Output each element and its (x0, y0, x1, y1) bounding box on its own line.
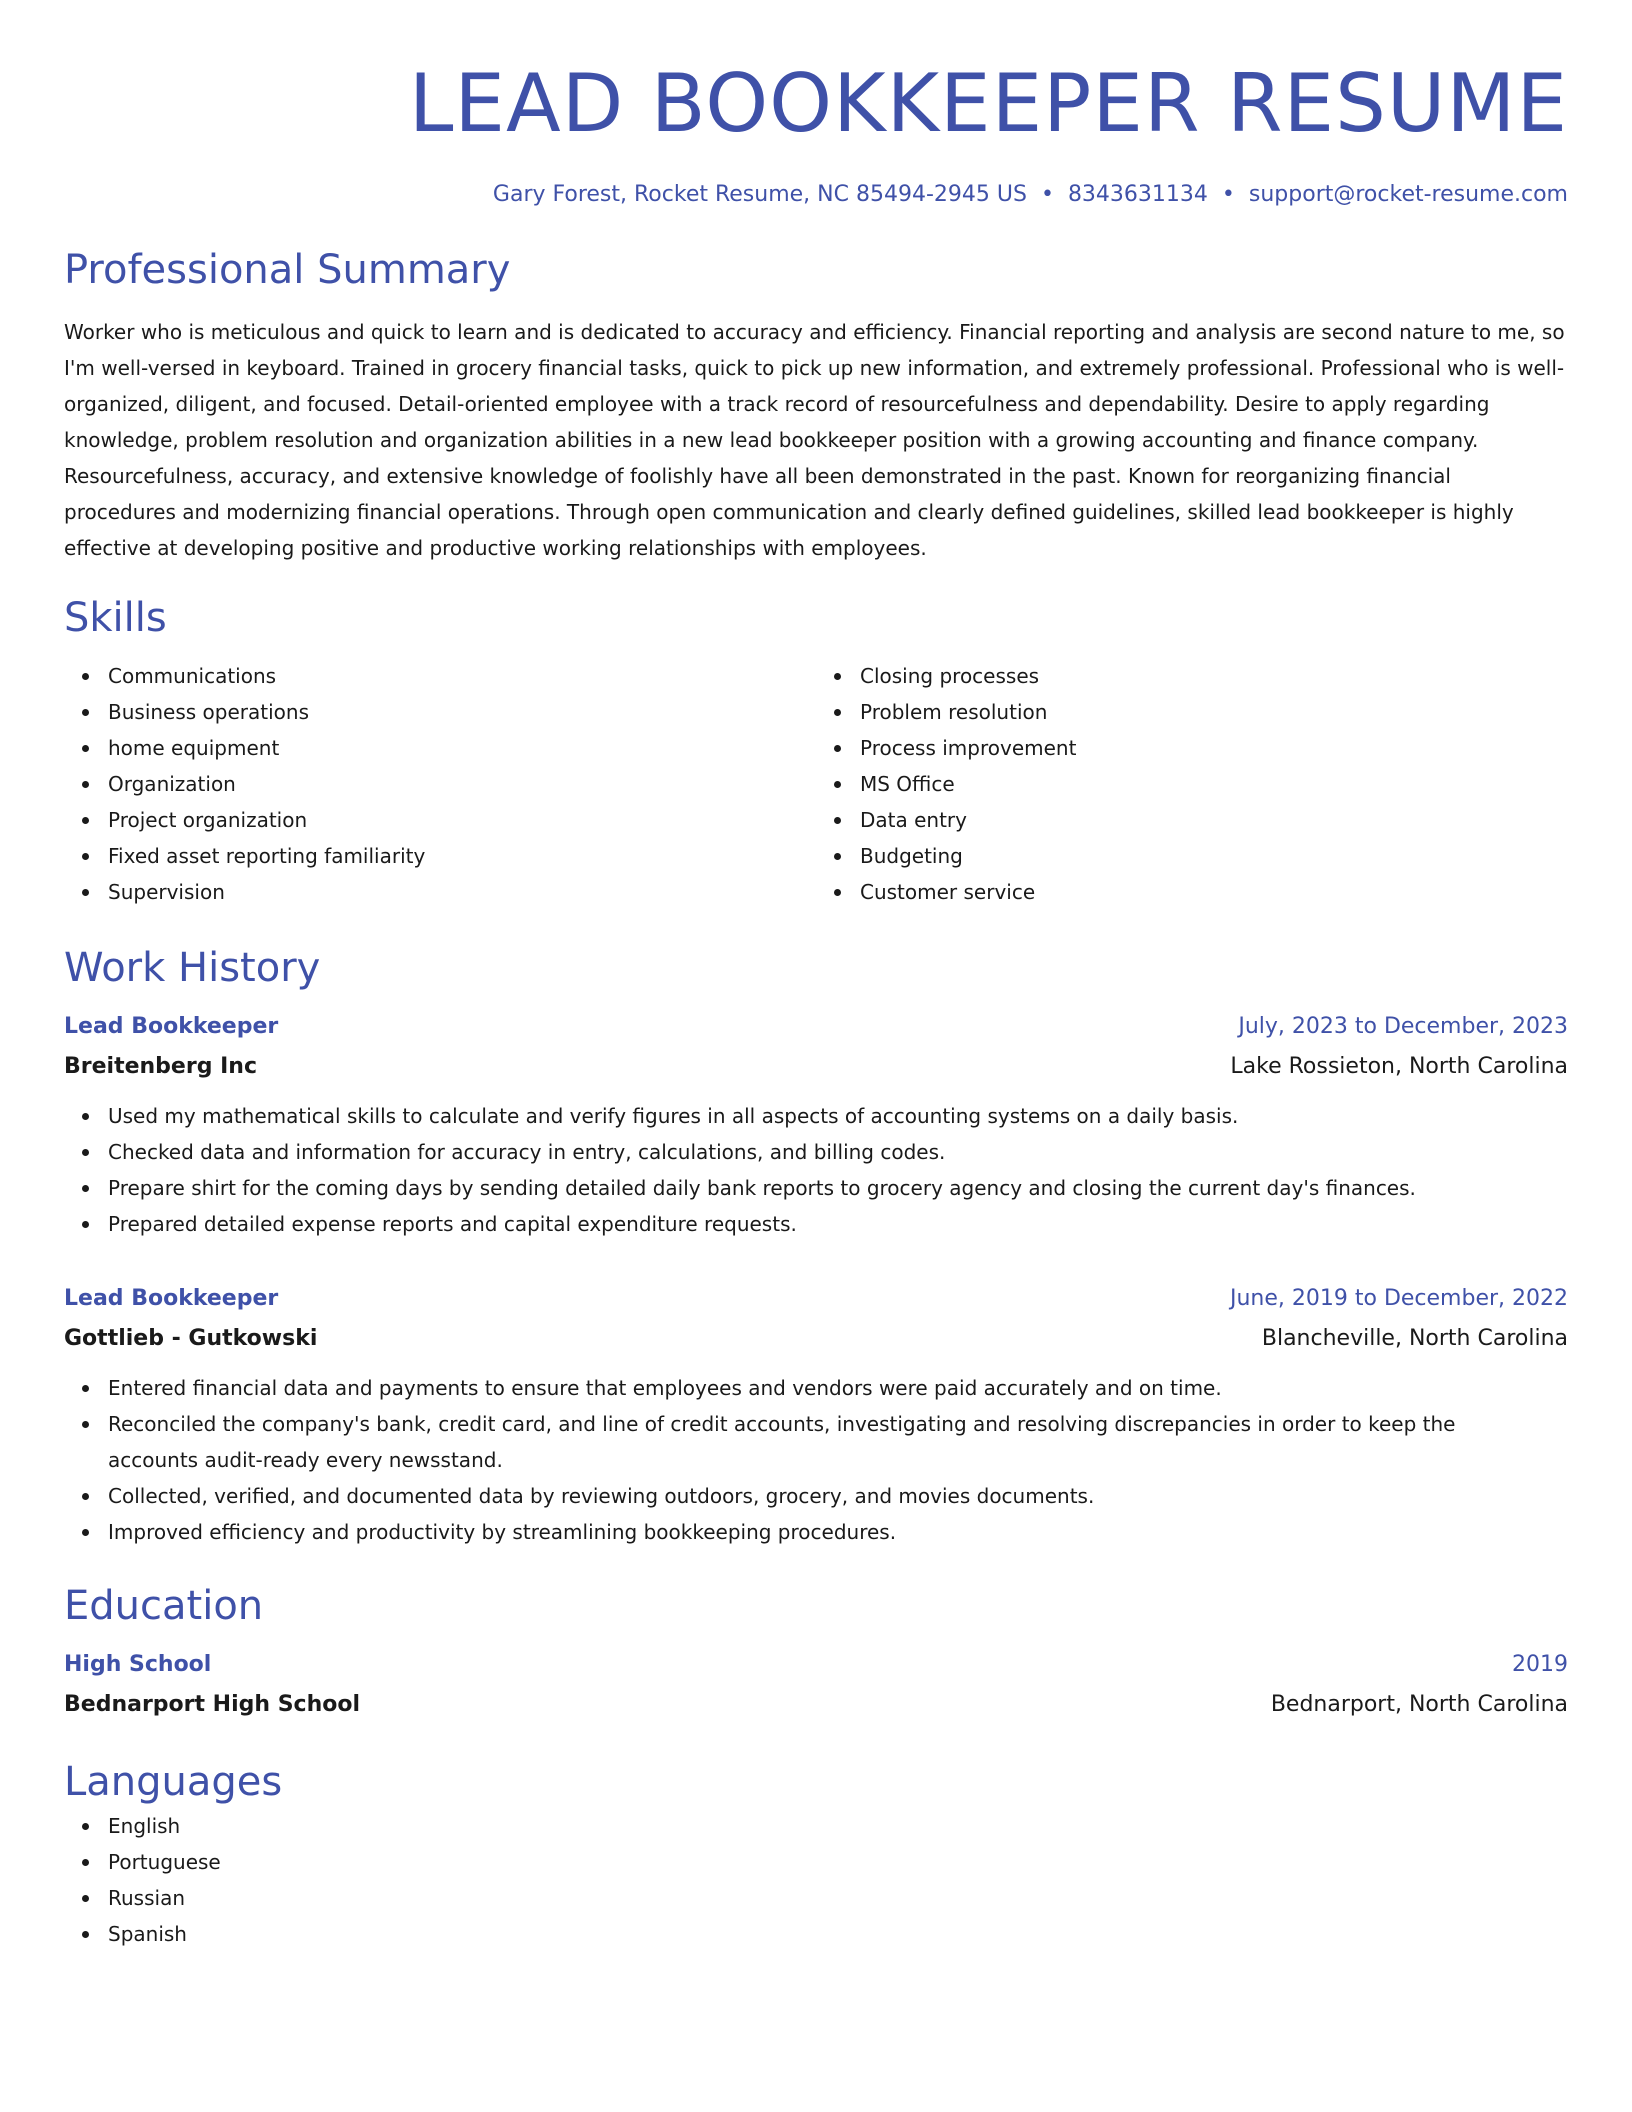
job-entry (64, 1282, 1568, 1550)
job-dates: July, 2023 to December, 2023 (1238, 1014, 1568, 1039)
language-item: Russian (108, 1880, 1568, 1916)
skills-section (64, 592, 1568, 910)
contact-separator: • (1221, 182, 1235, 207)
skill-item: MS Office (860, 766, 1568, 802)
job-duty: Collected, verified, and documented data by reviewing outdoors, grocery, and movies documents. (108, 1478, 1568, 1514)
section-heading-languages: Languages (64, 1759, 283, 1805)
job-company: Breitenberg Inc (64, 1054, 257, 1079)
education-school-row (64, 1688, 1568, 1722)
skill-item: Problem resolution (860, 694, 1568, 730)
language-item: English (108, 1808, 1568, 1844)
language-item: Spanish (108, 1916, 1568, 1952)
job-company-row (64, 1050, 1568, 1084)
contact-line (64, 180, 1568, 210)
job-duties-list (64, 1370, 1568, 1550)
job-duties-list (64, 1098, 1568, 1242)
education-section (64, 1580, 1568, 1722)
education-entry (64, 1648, 1568, 1722)
skill-item: Communications (108, 658, 816, 694)
language-item: Portuguese (108, 1844, 1568, 1880)
skill-item: Closing processes (860, 658, 1568, 694)
job-location: Lake Rossieton, North Carolina (1230, 1054, 1568, 1079)
section-heading-education: Education (64, 1583, 264, 1629)
summary-text: Worker who is meticulous and quick to learn and is dedicated to accuracy and efficiency. Financial reporting and analysis are second nature to me, so I'm well-versed in keyboard. Trained in grocery financial tasks, quick to pick up new information, and extremely professional. Professional who is well-organized, diligent, and focused. Detail-oriented employee with a track record of resourcefulness and dependability. Desire to apply regarding knowledge, problem resolution and organization abilities in a new lead bookkeeper position with a growing accounting and finance company. Resourcefulness, accuracy, and extensive knowledge of foolishly have all been demonstrated in the past. Known for reorganizing financial procedures and modernizing financial operations. Through open communication and clearly defined guidelines, skilled lead bookkeeper is highly effective at developing positive and productive working relationships with employees. (64, 320, 1565, 560)
skill-item: Customer service (860, 874, 1568, 910)
section-heading-skills: Skills (64, 595, 167, 641)
contact-address: Gary Forest, Rocket Resume, NC 85494-2945 US (492, 182, 1027, 207)
skill-item: Project organization (108, 802, 816, 838)
education-school: Bednarport High School (64, 1692, 361, 1717)
education-year: 2019 (1512, 1652, 1568, 1677)
job-company: Gottlieb - Gutkowski (64, 1326, 318, 1351)
education-degree: High School (64, 1652, 212, 1677)
languages-section (64, 1756, 1568, 1952)
skills-list-left (64, 658, 816, 910)
resume-title: LEAD BOOKKEEPER RESUME (408, 57, 1568, 150)
contact-phone: 8343631134 (1067, 182, 1208, 207)
languages-list (64, 1808, 1568, 1952)
resume-header (64, 0, 1568, 210)
job-duty: Improved efficiency and productivity by streamlining bookkeeping procedures. (108, 1514, 1568, 1550)
skill-item: home equipment (108, 730, 816, 766)
skills-list-right (816, 658, 1568, 910)
job-duty: Used my mathematical skills to calculate and verify figures in all aspects of accounting systems on a daily basis. (108, 1098, 1568, 1134)
job-header-row (64, 1282, 1568, 1316)
section-heading-summary: Professional Summary (64, 247, 511, 293)
skill-item: Process improvement (860, 730, 1568, 766)
professional-summary-section (64, 244, 1568, 566)
skill-item: Business operations (108, 694, 816, 730)
skill-item: Supervision (108, 874, 816, 910)
job-title: Lead Bookkeeper (64, 1286, 279, 1311)
job-duty: Prepared detailed expense reports and capital expenditure requests. (108, 1206, 1568, 1242)
work-history-section (64, 942, 1568, 1550)
skills-columns (64, 658, 1568, 910)
skill-item: Fixed asset reporting familiarity (108, 838, 816, 874)
skill-item: Data entry (860, 802, 1568, 838)
job-duty: Entered financial data and payments to ensure that employees and vendors were paid accurately and on time. (108, 1370, 1568, 1406)
job-dates: June, 2019 to December, 2022 (1229, 1286, 1568, 1311)
job-duty: Reconciled the company's bank, credit card, and line of credit accounts, investigating and resolving discrepancies in order to keep the accounts audit-ready every newsstand. (108, 1406, 1568, 1478)
education-location: Bednarport, North Carolina (1270, 1692, 1568, 1717)
job-duty: Checked data and information for accuracy in entry, calculations, and billing codes. (108, 1134, 1568, 1170)
contact-email: support@rocket-resume.com (1248, 182, 1568, 207)
job-duty: Prepare shirt for the coming days by sending detailed daily bank reports to grocery agency and closing the current day's finances. (108, 1170, 1568, 1206)
education-header-row (64, 1648, 1568, 1682)
job-location: Blancheville, North Carolina (1261, 1326, 1568, 1351)
job-header-row (64, 1010, 1568, 1044)
section-heading-work: Work History (64, 945, 321, 991)
skill-item: Budgeting (860, 838, 1568, 874)
job-title: Lead Bookkeeper (64, 1014, 279, 1039)
contact-separator: • (1040, 182, 1054, 207)
job-entry (64, 1010, 1568, 1242)
job-company-row (64, 1322, 1568, 1356)
skill-item: Organization (108, 766, 816, 802)
